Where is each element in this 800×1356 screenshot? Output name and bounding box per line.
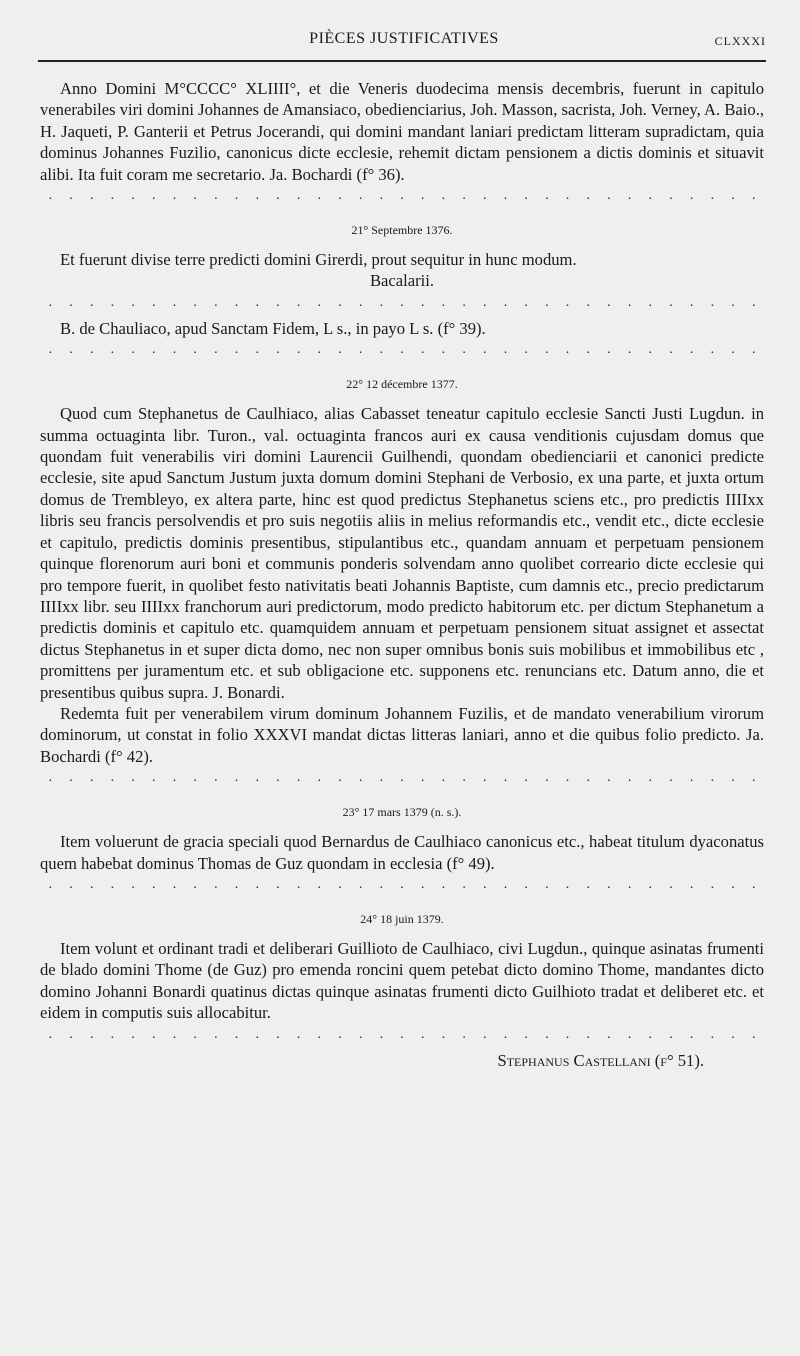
entry-3-text2: Redemta fuit per venerabilem virum dominum Johannem Fuzilis, et de mandato venerabilium virorum dominorum, ut constat in folio XXXVI mandat dictas litteras laniari, anno et die quibus folio predicto. Ja. Bochardi (f° 42). [40,703,764,766]
dot-leader: . . . . . . . . . . . . . . . . . . . . . . . . . . . . . . . . . . . [48,343,756,358]
entry-1-text: Anno Domini M°CCCC° XLIIII°, et die Veneris duodecima mensis decembris, fuerunt in capitulo venerabiles viri domini Johannes de Amansiaco, obedienciarius, Joh. Masson, sacrista, Joh. Verney, A. Baio., H. Jaqueti, P. Ganterii et Petrus Jocerandi, qui domini mandant laniari predictam litteram supradictam, quia dominus Johannes Fuzilio, canonicus dicte ecclesie, rehemit dictam pensionem a dictis dominis et situavit alibi. Ita fuit coram me secretario. Ja. Bochardi (f° 36). [40,79,764,184]
entry-4-date: 23° 17 mars 1379 (n. s.). [342,805,462,820]
entry-2-date: 21° Septembre 1376. [351,223,453,238]
entry-3-date: 22° 12 décembre 1377. [346,377,458,392]
entry-2-heading: Bacalarii. [369,271,435,291]
dot-leader: . . . . . . . . . . . . . . . . . . . . . . . . . . . . . . . . . . . [48,877,756,892]
dot-leader: . . . . . . . . . . . . . . . . . . . . . . . . . . . . . . . . . . . [48,771,756,786]
document-body [40,78,764,1071]
signature: Stephanus Castellani (f° 51). [497,1050,704,1070]
entry-4-text: Item voluerunt de gracia speciali quod Bernardus de Caulhiaco canonicus etc., habeat titulum dyaconatus quem habebat dominus Thomas de Guz quondam in ecclesia (f° 49). [40,832,764,873]
entry-2-line3: B. de Chauliaco, apud Sanctam Fidem, L s., in payo L s. (f° 39). [60,318,486,338]
dot-leader: . . . . . . . . . . . . . . . . . . . . . . . . . . . . . . . . . . . [48,1027,756,1042]
dot-leader: . . . . . . . . . . . . . . . . . . . . . . . . . . . . . . . . . . . [48,189,756,204]
entry-5-text: Item volunt et ordinant tradi et deliberari Guillioto de Caulhiaco, civi Lugdun., quinque asinatas frumenti de blado domini Thome (de Guz) pro emenda roncini quem petebat dicto domino Thome, mandantes dicto domino Johanni Bonardi quatinus dictas quinque asinatas frumenti dicto Guilhioto tradat et deliberet etc. et eidem in computis suis allocabitur. [40,938,764,1023]
page-header [40,30,768,54]
entry-3-text: Quod cum Stephanetus de Caulhiaco, alias Cabasset teneatur capitulo ecclesie Sancti Justi Lugdun. in summa octuaginta libr. Turon., val. octuaginta francos auri ex causa venditionis cujusdam domus que quondam fuit venerabilis viri domini Laurencii Guilhendi, quondam obedienciarii et canonici predicte ecclesie, site apud Sanctum Justum juxta domum domini Stephani de Verbosio, ex una parte, et juxta ortum domus de Trembleyo, ex altera parte, hinc est quod predictus Stephanetus sciens etc., pro predictis IIIIxx libris seu francis persolvendis et pro suis negotiis aliis in melius reformandis etc., vendit etc., dicte ecclesie et capitulo, predictis dominis presentibus, stipulantibus etc., quandam annuam et perpetuam pensionem quinque florenorum auri boni et communis ponderis solvendam anno quolibet correario dicte ecclesie qui pro tempore fuerit, in quolibet festo nativitatis beati Johannis Baptiste, cum damnis etc., precio predictarum IIIIxx libr. seu IIIIxx franchorum auri predictorum, modo predicto habitorum etc. per dictum Stephanetum a predictis dominis et capitulo etc. quamquidem annuam et perpetuam pensionem situat assignet et assectat dictus Stephanetus in et super dicta domo, nec non super omnibus bonis suis mobilibus et immobilibus etc , promittens per juramentum etc. et sub obligacione etc. supponens etc. renuncians etc. Datum anno, die et presentibus quibus supra. J. Bonardi. [40,404,764,702]
dot-leader: . . . . . . . . . . . . . . . . . . . . . . . . . . . . . . . . . . . [48,295,756,310]
header-rule [38,60,766,62]
running-title: PIÈCES JUSTIFICATIVES [309,30,499,47]
entry-2-line1: Et fuerunt divise terre predicti domini Girerdi, prout sequitur in hunc modum. [60,250,577,270]
entry-5-date: 24° 18 juin 1379. [360,911,444,926]
folio-number: CLXXXI [714,34,766,48]
